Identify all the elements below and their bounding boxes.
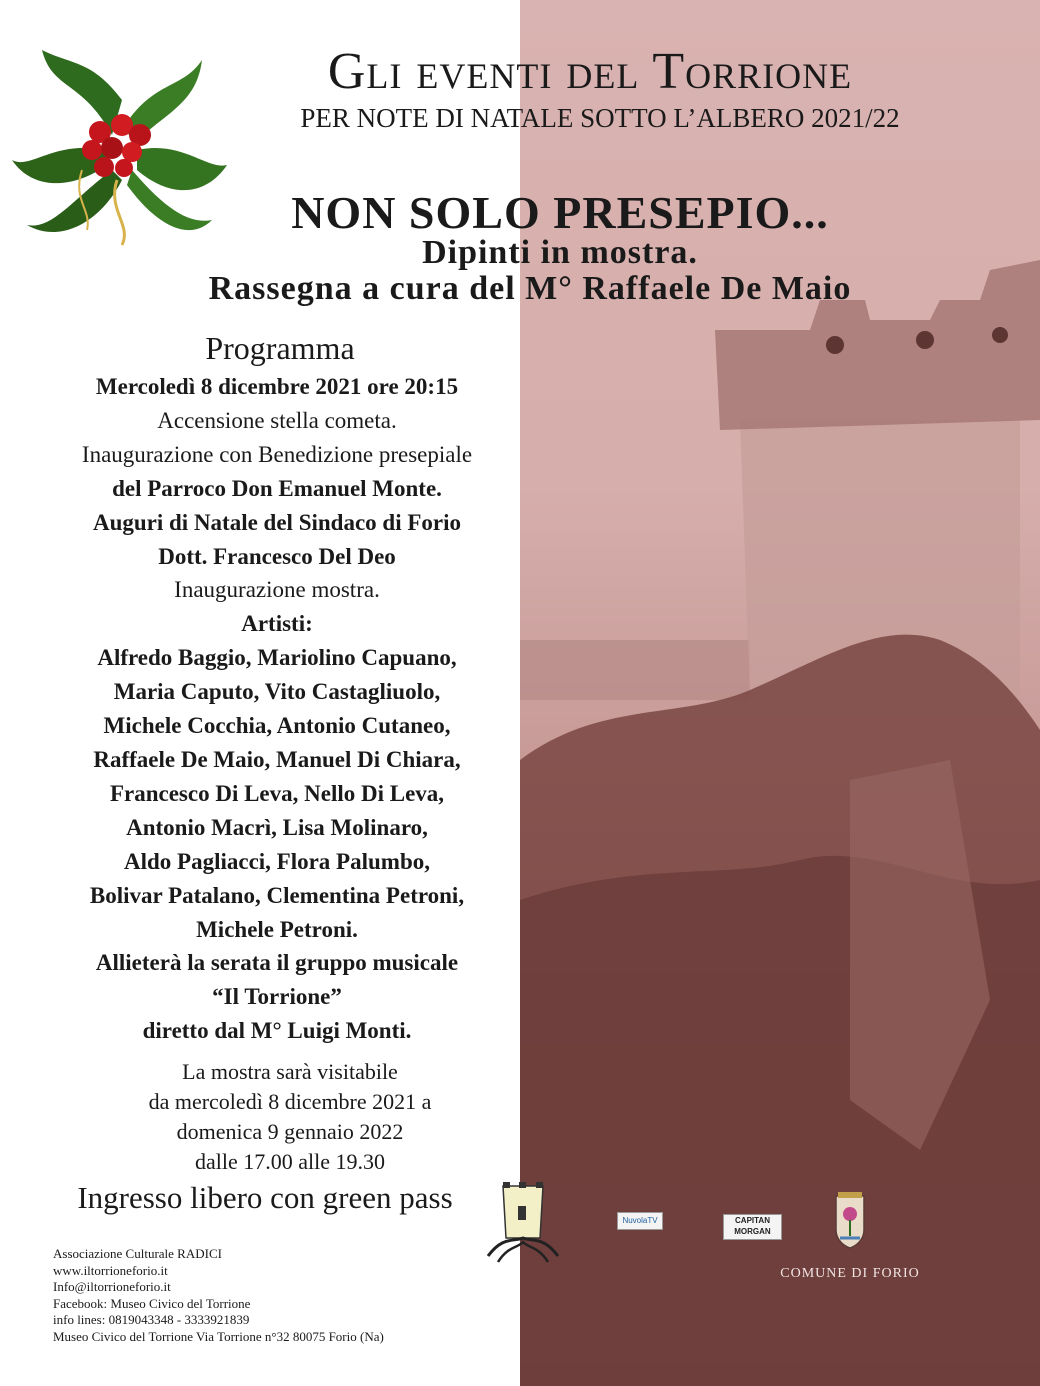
program-line: “Il Torrione”: [212, 984, 342, 1010]
page-subtitle: PER NOTE DI NATALE SOTTO L’ALBERO 2021/22: [300, 103, 900, 133]
program-title: Programma: [205, 330, 355, 366]
program-line: Alfredo Baggio, Mariolino Capuano,: [97, 645, 457, 671]
radici-logo: [478, 1176, 568, 1266]
visit-info: [80, 1057, 500, 1177]
entry-info: Ingresso libero con green pass: [77, 1180, 453, 1215]
headline-sub: Dipinti in mostra.: [422, 234, 698, 271]
footer-line: Facebook: Museo Civico del Torrione: [53, 1295, 251, 1311]
program-line: Francesco Di Leva, Nello Di Leva,: [109, 780, 445, 806]
headline-curator: Rassegna a cura del M° Raffaele De Maio: [208, 270, 852, 307]
visit-line: domenica 9 gennaio 2022: [176, 1119, 404, 1144]
program-line: Aldo Pagliacci, Flora Palumbo,: [123, 848, 430, 874]
footer-line: Museo Civico del Torrione Via Torrione n°32 80075 Forio (Na): [53, 1328, 384, 1344]
program-line: Mercoledì 8 dicembre 2021 ore 20:15: [95, 374, 459, 399]
capitan-morgan-line2: MORGAN: [734, 1227, 771, 1236]
footer-line: info lines: 0819043348 - 3333921839: [53, 1312, 250, 1327]
program-line: Inaugurazione con Benedizione presepiale: [81, 441, 473, 467]
program-list: [20, 370, 534, 1048]
visit-line: La mostra sarà visitabile: [182, 1059, 398, 1084]
program-line: Accensione stella cometa.: [157, 407, 397, 433]
capitan-morgan-logo: [723, 1214, 782, 1240]
footer-line: www.iltorrioneforio.it: [53, 1262, 168, 1278]
program-line: Dott. Francesco Del Deo: [158, 543, 396, 569]
program-line: Antonio Macrì, Lisa Molinaro,: [126, 814, 428, 840]
program-line: Bolivar Patalano, Clementina Petroni,: [89, 882, 465, 908]
program-line: Inaugurazione mostra.: [174, 577, 380, 603]
program-line: Artisti:: [241, 611, 313, 637]
program-line: Michele Petroni.: [196, 916, 358, 942]
program-line: Raffaele De Maio, Manuel Di Chiara,: [93, 746, 461, 772]
footer-line: Associazione Culturale RADICI: [53, 1246, 222, 1261]
headline: NON SOLO PRESEPIO...: [291, 187, 829, 238]
visit-line: da mercoledì 8 dicembre 2021 a: [148, 1089, 432, 1114]
program-line: Maria Caputo, Vito Castagliuolo,: [113, 679, 441, 705]
nuvola-logo: NuvolaTV: [617, 1212, 663, 1230]
footer-line: Info@iltorrioneforio.it: [53, 1279, 171, 1294]
visit-line: dalle 17.00 alle 19.30: [194, 1149, 385, 1174]
footer-contacts: [53, 1246, 513, 1345]
program-line: Auguri di Natale del Sindaco di Forio: [92, 509, 462, 535]
program-line: del Parroco Don Emanuel Monte.: [112, 475, 442, 501]
capitan-morgan-line1: CAPITAN: [735, 1216, 770, 1225]
program-line: diretto dal M° Luigi Monti.: [142, 1018, 412, 1044]
comune-crest-icon: [828, 1190, 872, 1250]
comune-label: COMUNE DI FORIO: [780, 1266, 920, 1281]
program-line: Michele Cocchia, Antonio Cutaneo,: [103, 713, 451, 739]
page-title: Gli eventi del Torrione: [327, 43, 853, 100]
program-line: Allieterà la serata il gruppo musicale: [95, 950, 459, 976]
